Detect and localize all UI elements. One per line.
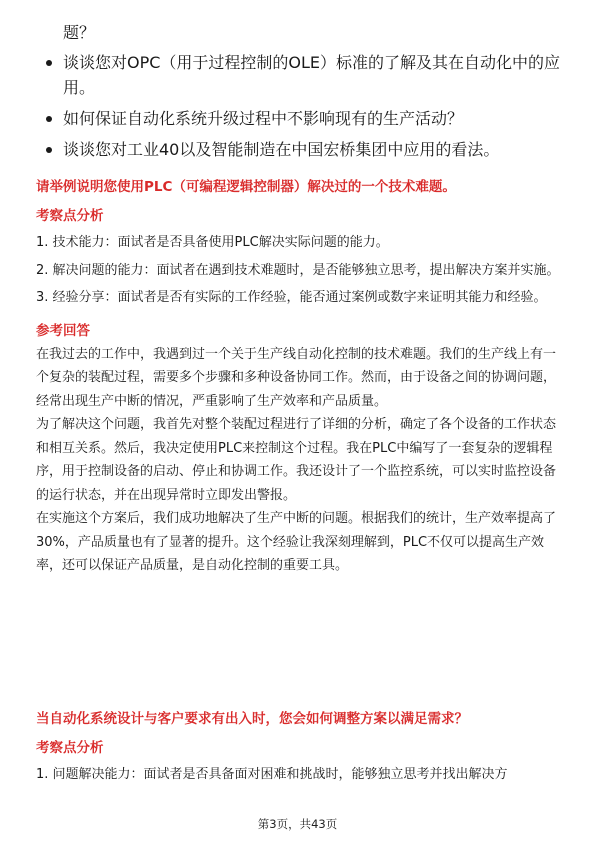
bullet-text: 如何保证自动化系统升级过程中不影响现有的生产活动？	[63, 109, 464, 128]
analysis-item: 1. 技术能力：面试者是否具备使用PLC解决实际问题的能力。	[36, 235, 389, 250]
bullet-dot-icon	[46, 147, 52, 153]
page-footer: 第3页，共43页	[257, 817, 338, 831]
bullet-dot-icon	[46, 60, 52, 66]
answer-paragraph: 在实施这个方案后，我们成功地解决了生产中断的问题。根据我们的统计，生产效率提高了30%，产品质量也有了显著的提升。这个经验让我深刻理解到，PLC不仅可以提高生产效率，还可以保证产品质量，是自动化控制的重要工具。	[36, 511, 557, 573]
bullet-dot-icon	[46, 116, 52, 122]
continued-text: 题？	[63, 23, 96, 42]
section-customer	[36, 708, 562, 787]
analysis-heading: 考察点分析	[36, 740, 104, 756]
answer-heading: 参考回答	[36, 322, 90, 339]
section-plc	[36, 176, 562, 578]
list-item	[44, 106, 564, 131]
list-item	[44, 50, 564, 100]
answer-paragraph: 为了解决这个问题，我首先对整个装配过程进行了详细的分析，确定了各个设备的工作状态和相互关系。然后，我决定使用PLC来控制这个过程。我在PLC中编写了一套复杂的逻辑程序，用于控制设备的启动、停止和协调工作。我还设计了一个监控系统，可以实时监控设备的运行状态，并在出现异常时立即发出警报。	[36, 417, 557, 503]
bullet-text: 谈谈您对OPC（用于过程控制的OLE）标准的了解及其在自动化中的应用。	[63, 53, 561, 97]
question-heading: 当自动化系统设计与客户要求有出入时，您会如何调整方案以满足需求？	[36, 711, 468, 727]
question-heading: 请举例说明您使用PLC（可编程逻辑控制器）解决过的一个技术难题。	[36, 179, 456, 195]
analysis-heading: 考察点分析	[36, 208, 104, 224]
list-item	[44, 137, 564, 162]
analysis-item: 3. 经验分享：面试者是否有实际的工作经验，能否通过案例或数字来证明其能力和经验。	[36, 290, 547, 305]
answer-paragraph: 在我过去的工作中，我遇到过一个关于生产线自动化控制的技术难题。我们的生产线上有一个复杂的装配过程，需要多个步骤和多种设备协同工作。然而，由于设备之间的协调问题，经常出现生产中断的情况，严重影响了生产效率和产品质量。	[36, 346, 557, 409]
bullet-text: 谈谈您对工业40以及智能制造在中国宏桥集团中应用的看法。	[63, 140, 500, 159]
analysis-item: 1. 问题解决能力：面试者是否具备面对困难和挑战时，能够独立思考并找出解决方	[36, 767, 508, 782]
analysis-item: 2. 解决问题的能力：面试者在遇到技术难题时，是否能够独立思考，提出解决方案并实施。	[36, 262, 560, 278]
bullet-list	[44, 50, 564, 168]
